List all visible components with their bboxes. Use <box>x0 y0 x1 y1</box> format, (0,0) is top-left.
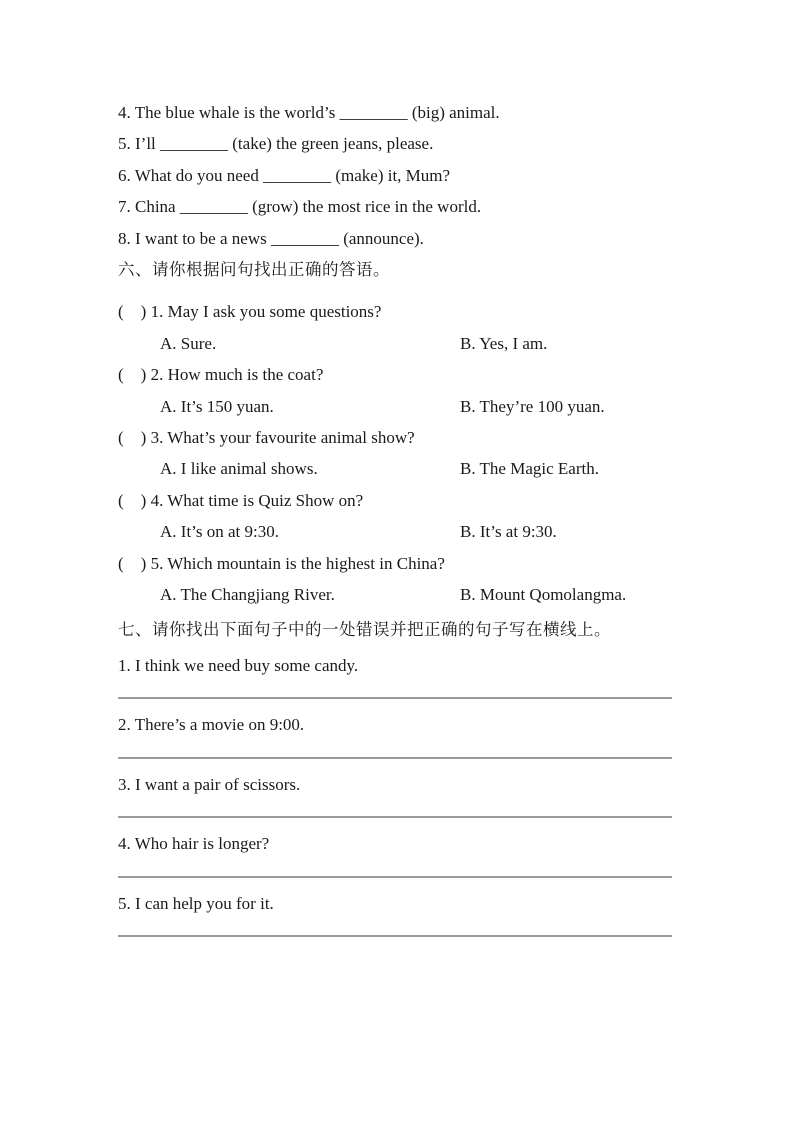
question-3-options <box>118 453 672 484</box>
answer-line-5 <box>118 935 672 937</box>
question-1-option-b: B. Yes, I am. <box>460 333 548 353</box>
question-2-option-b: B. They’re 100 yuan. <box>460 396 605 416</box>
fill-item-5: 5. I’ll ________ (take) the green jeans, please. <box>118 134 434 154</box>
question-3-option-b: B. The Magic Earth. <box>460 459 599 479</box>
answer-line-3 <box>118 816 672 818</box>
question-1-option-a: A. Sure. <box>160 333 217 353</box>
error-sentence-2: 2. There’s a movie on 9:00. <box>118 715 305 735</box>
question-1-prompt: ( ) 1. May I ask you some questions? <box>118 302 382 322</box>
question-5-option-a: A. The Changjiang River. <box>160 585 335 605</box>
worksheet-content <box>118 97 672 947</box>
question-4-options <box>118 516 672 547</box>
question-4-option-b: B. It’s at 9:30. <box>460 522 557 542</box>
answer-line-4 <box>118 876 672 878</box>
question-1-options <box>118 328 672 359</box>
error-sentence-5: 5. I can help you for it. <box>118 893 274 913</box>
fill-item-8: 8. I want to be a news ________ (announce). <box>118 228 424 248</box>
fill-item-7: 7. China ________ (grow) the most rice in the world. <box>118 197 482 217</box>
question-5-prompt: ( ) 5. Which mountain is the highest in China? <box>118 553 445 573</box>
question-5-options <box>118 579 672 610</box>
fill-item-4: 4. The blue whale is the world’s ________ (big) animal. <box>118 103 500 122</box>
section-seven-heading: 七、请你找出下面句子中的一处错误并把正确的句子写在横线上。 <box>118 619 611 639</box>
answer-line-2 <box>118 757 672 759</box>
question-4-option-a: A. It’s on at 9:30. <box>160 522 279 542</box>
question-5-option-b: B. Mount Qomolangma. <box>460 585 627 605</box>
question-2-options <box>118 391 672 422</box>
question-2-option-a: A. It’s 150 yuan. <box>160 396 274 416</box>
question-3-prompt: ( ) 3. What’s your favourite animal show? <box>118 428 415 448</box>
error-sentence-3: 3. I want a pair of scissors. <box>118 774 301 794</box>
section-six-heading: 六、请你根据问句找出正确的答语。 <box>118 260 390 280</box>
question-2-prompt: ( ) 2. How much is the coat? <box>118 365 324 385</box>
answer-line-1 <box>118 697 672 699</box>
question-4-prompt: ( ) 4. What time is Quiz Show on? <box>118 490 364 510</box>
question-3-option-a: A. I like animal shows. <box>160 459 318 479</box>
error-sentence-4: 4. Who hair is longer? <box>118 834 270 854</box>
fill-item-6: 6. What do you need ________ (make) it, Mum? <box>118 165 451 185</box>
error-sentence-1: 1. I think we need buy some candy. <box>118 655 359 675</box>
